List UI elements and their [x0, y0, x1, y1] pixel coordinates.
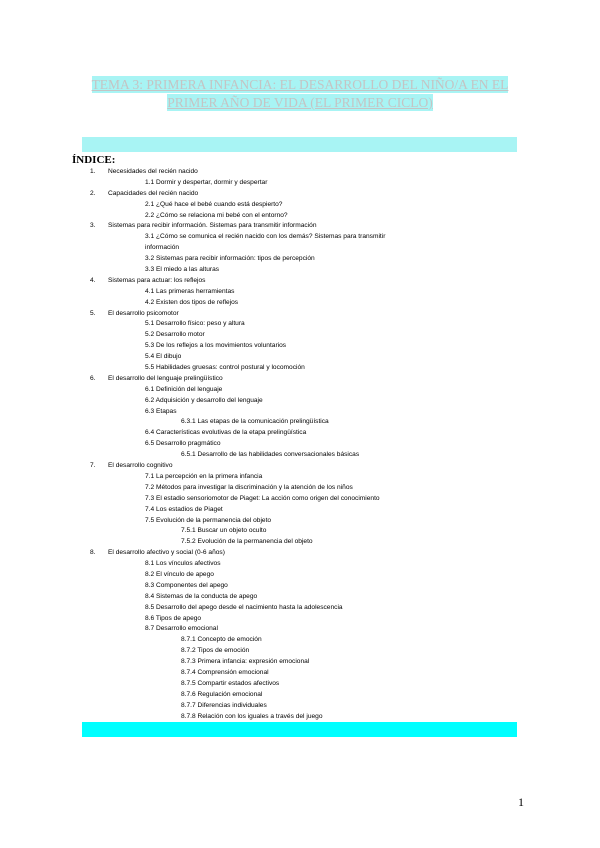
toc-entry-text: El desarrollo afectivo y social (0-6 años)	[108, 549, 225, 557]
toc-entry-text: 6.5.1 Desarrollo de las habilidades conversacionales básicas	[181, 451, 360, 459]
toc-entry-text: 8.7.7 Diferencias individuales	[181, 701, 267, 709]
toc-entry-text: 1.1 Dormir y despertar, dormir y despertar	[145, 178, 268, 186]
toc-entry	[0, 243, 600, 254]
toc-entry-text: 8.7.1 Concepto de emoción	[181, 636, 262, 644]
toc-entry	[0, 265, 600, 276]
toc-entry-text: 5.4 El dibujo	[145, 353, 182, 361]
toc-entry-text: El desarrollo cognitivo	[108, 462, 173, 470]
toc-entry-text: 8.3 Componentes del apego	[145, 581, 228, 589]
toc-entry	[0, 559, 600, 570]
title-text-2: PRIMER AÑO DE VIDA (EL PRIMER CICLO)	[167, 95, 433, 110]
toc-entry	[0, 505, 600, 516]
toc-entry	[0, 614, 600, 625]
title-text-1: TEMA 3: PRIMERA INFANCIA: EL DESARROLLO DEL NIÑO/A EN EL	[91, 77, 509, 92]
toc-entry-text: 8.7 Desarrollo emocional	[145, 625, 218, 633]
toc-entry	[0, 701, 600, 712]
toc-entry-number: 5.	[90, 309, 96, 317]
toc-entry-text: 7.5 Evolución de la permanencia del objeto	[145, 516, 272, 524]
toc-entry-text: Sistemas para actuar: los reflejos	[108, 276, 206, 284]
toc-entry-text: 7.2 Métodos para investigar la discriminación y la atención de los niños	[145, 483, 353, 491]
toc-entry	[0, 341, 600, 352]
toc-entry-text: 8.7.8 Relación con los iguales a través del juego	[181, 712, 323, 720]
toc-entry	[0, 450, 600, 461]
toc-entry	[0, 657, 600, 668]
toc-entry	[0, 516, 600, 527]
toc-entry	[0, 330, 600, 341]
toc-entry-text: 8.2 El vínculo de apego	[145, 570, 214, 578]
toc-entry	[0, 407, 600, 418]
toc-entry	[0, 526, 600, 537]
highlight-band-bottom	[82, 722, 517, 737]
toc-entry	[0, 417, 600, 428]
toc-entry-text: información	[145, 244, 180, 252]
page-number: 1	[518, 795, 524, 809]
toc-entry	[0, 396, 600, 407]
toc-entry-text: 6.2 Adquisición y desarrollo del lenguaje	[145, 396, 263, 404]
toc-entry	[0, 363, 600, 374]
toc-entry-number: 3.	[90, 222, 96, 230]
toc-entry-text: 5.3 De los reflejos a los movimientos voluntarios	[145, 342, 287, 350]
toc-entry-text: 6.4 Características evolutivas de la etapa prelingüística	[145, 429, 307, 437]
toc-entry	[0, 472, 600, 483]
toc-entry	[0, 603, 600, 614]
toc-entry-text: 7.5.1 Buscar un objeto oculto	[181, 527, 267, 535]
highlight-band-top	[82, 137, 517, 152]
toc-entry-text: 6.3.1 Las etapas de la comunicación prelingüística	[181, 418, 329, 426]
toc-entry	[0, 352, 600, 363]
toc-entry	[0, 374, 600, 385]
toc-entry-text: 8.1 Los vínculos afectivos	[145, 560, 221, 568]
toc-entry	[0, 570, 600, 581]
toc-entry-text: 6.5 Desarrollo pragmático	[145, 440, 221, 448]
toc-entry-text: 6.1 Definición del lenguaje	[145, 385, 223, 393]
toc-entry	[0, 298, 600, 309]
toc-entry	[0, 712, 600, 723]
toc-entry-text: 2.2 ¿Cómo se relaciona mi bebé con el entorno?	[145, 211, 288, 219]
toc-entry-text: Sistemas para recibir información. Sistemas para transmitir información	[108, 222, 317, 230]
toc-entry-text: 7.4 Los estadios de Piaget	[145, 505, 223, 513]
toc-entry	[0, 189, 600, 200]
toc-entry	[0, 211, 600, 222]
toc-entry	[0, 646, 600, 657]
toc-entry	[0, 287, 600, 298]
toc-entry-text: 2.1 ¿Qué hace el bebé cuando está despierto?	[145, 200, 283, 208]
toc-entry-text: 7.3 El estadio sensoriomotor de Piaget: La acción como origen del conocimiento	[145, 494, 380, 502]
toc-entry	[0, 668, 600, 679]
toc-entry-text: 4.1 Las primeras herramientas	[145, 287, 235, 295]
toc-entry-text: 4.2 Existen dos tipos de reflejos	[145, 298, 239, 306]
toc-entry-text: 8.7.2 Tipos de emoción	[181, 647, 250, 655]
toc-entry	[0, 178, 600, 189]
toc-entry-text: 3.3 El miedo a las alturas	[145, 266, 220, 274]
table-of-contents	[0, 167, 600, 722]
toc-entry-number: 1.	[90, 168, 96, 175]
toc-entry-text: 3.1 ¿Cómo se comunica el recién nacido con los demás? Sistemas para transmitir	[145, 233, 386, 241]
toc-entry-text: 7.1 La percepción en la primera infancia	[145, 472, 263, 480]
toc-entry-text: El desarrollo del lenguaje prelingüístico	[108, 374, 223, 382]
toc-entry	[0, 461, 600, 472]
index-heading: ÍNDICE:	[72, 154, 116, 166]
toc-entry-text: 6.3 Etapas	[145, 407, 177, 415]
toc-entry	[0, 548, 600, 559]
toc-entry-number: 4.	[90, 276, 96, 284]
toc-entry-text: 8.4 Sistemas de la conducta de apego	[145, 592, 258, 600]
toc-entry	[0, 581, 600, 592]
toc-entry	[0, 319, 600, 330]
toc-entry-number: 6.	[90, 374, 96, 382]
toc-entry	[0, 254, 600, 265]
toc-entry-text: 8.7.4 Comprensión emocional	[181, 668, 269, 676]
toc-entry-text: 8.5 Desarrollo del apego desde el nacimiento hasta la adolescencia	[145, 603, 343, 611]
document-title-line-1	[0, 76, 600, 93]
toc-entry-text: 8.7.6 Regulación emocional	[181, 690, 263, 698]
toc-entry-text: 5.2 Desarrollo motor	[145, 331, 205, 339]
toc-entry	[0, 221, 600, 232]
toc-entry	[0, 309, 600, 320]
toc-entry-number: 2.	[90, 189, 96, 197]
toc-entry-text: El desarrollo psicomotor	[108, 309, 179, 317]
toc-entry	[0, 635, 600, 646]
toc-entry-text: 8.6 Tipos de apego	[145, 614, 202, 622]
toc-entry	[0, 592, 600, 603]
toc-entry-text: 8.7.5 Compartir estados afectivos	[181, 679, 280, 687]
toc-entry	[0, 679, 600, 690]
toc-entry-text: Capacidades del recién nacido	[108, 189, 199, 197]
toc-entry-number: 8.	[90, 549, 96, 557]
toc-entry	[0, 385, 600, 396]
toc-entry	[0, 200, 600, 211]
toc-entry-text: Necesidades del recién nacido	[108, 168, 198, 175]
toc-entry-text: 7.5.2 Evolución de la permanencia del objeto	[181, 538, 313, 546]
toc-entry	[0, 494, 600, 505]
toc-entry	[0, 690, 600, 701]
toc-entry	[0, 276, 600, 287]
toc-entry-number: 7.	[90, 462, 96, 470]
toc-entry	[0, 428, 600, 439]
toc-entry-text: 8.7.3 Primera infancia: expresión emocional	[181, 658, 310, 666]
toc-entry-text: 5.5 Habilidades gruesas: control postural y locomoción	[145, 364, 305, 372]
toc-entry	[0, 537, 600, 548]
toc-entry	[0, 167, 600, 178]
toc-entry	[0, 624, 600, 635]
toc-entry	[0, 439, 600, 450]
toc-entry	[0, 483, 600, 494]
document-title-line-2	[0, 94, 600, 111]
toc-entry-text: 5.1 Desarrollo físico: peso y altura	[145, 320, 245, 328]
toc-entry-text: 3.2 Sistemas para recibir información: tipos de percepción	[145, 255, 315, 263]
toc-entry	[0, 232, 600, 243]
